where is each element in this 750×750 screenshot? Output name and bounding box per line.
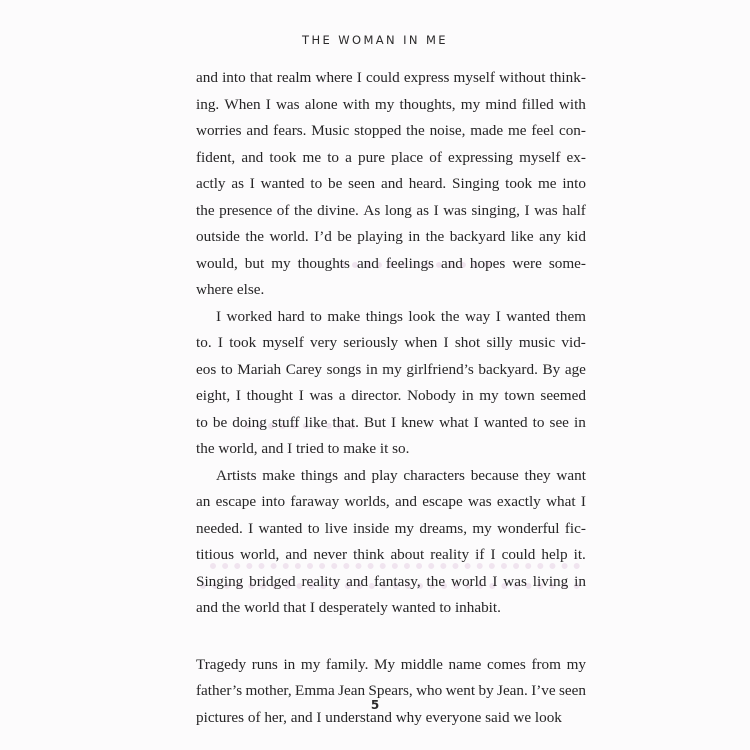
text-line: an escape into faraway worlds, and escape was exactly what I: [196, 493, 586, 510]
text-line: would, but my thoughts and feelings and hopes were some-: [196, 254, 586, 272]
text-line: I worked hard to make things look the way I wanted them: [216, 307, 586, 325]
text-line: ing. When I was alone with my thoughts, my mind filled with: [196, 95, 586, 113]
text-line: fident, and took me to a pure place of expressing myself ex-: [196, 148, 586, 166]
text-line: to. I took myself very seriously when I shot silly music vid-: [196, 334, 586, 351]
page-number: 5: [370, 698, 380, 712]
text-line: Singing bridged reality and fantasy, the world I was living in: [196, 572, 586, 590]
text-line: where else.: [196, 281, 265, 298]
text-line: pictures of her, and I understand why everyone said we look: [196, 708, 562, 726]
text-line: outside the world. I’d be playing in the backyard like any kid: [196, 228, 586, 245]
text-line: the presence of the divine. As long as I was singing, I was half: [196, 201, 586, 219]
paragraph: [196, 463, 586, 622]
text-line: needed. I wanted to live inside my dreams, my wonderful fic-: [196, 519, 586, 537]
body-text: [196, 65, 586, 731]
text-line: titious world, and never think about reality if I could help it.: [196, 546, 586, 563]
text-line: and into that realm where I could express myself without think-: [196, 69, 586, 86]
text-line: actly as I wanted to be seen and heard. Singing took me into: [196, 175, 586, 192]
text-line: eight, I thought I was a director. Nobody in my town seemed: [196, 387, 586, 404]
text-line: Artists make things and play characters because they want: [216, 466, 586, 484]
section-break: [196, 622, 586, 652]
text-line: and the world that I desperately wanted to inhabit.: [196, 599, 501, 616]
running-head: THE WOMAN IN ME: [302, 33, 448, 47]
paragraph: [196, 65, 586, 304]
text-line: to be doing stuff like that. But I knew what I wanted to see in: [196, 413, 586, 431]
paragraph: [196, 652, 586, 732]
paragraph: [196, 304, 586, 463]
text-line: the world, and I tried to make it so.: [196, 440, 410, 457]
text-line: father’s mother, Emma Jean Spears, who went by Jean. I’ve seen: [196, 682, 586, 699]
text-line: worries and fears. Music stopped the noise, made me feel con-: [196, 122, 586, 139]
text-line: Tragedy runs in my family. My middle name comes from my: [196, 655, 586, 673]
text-line: eos to Mariah Carey songs in my girlfriend’s backyard. By age: [196, 360, 586, 378]
